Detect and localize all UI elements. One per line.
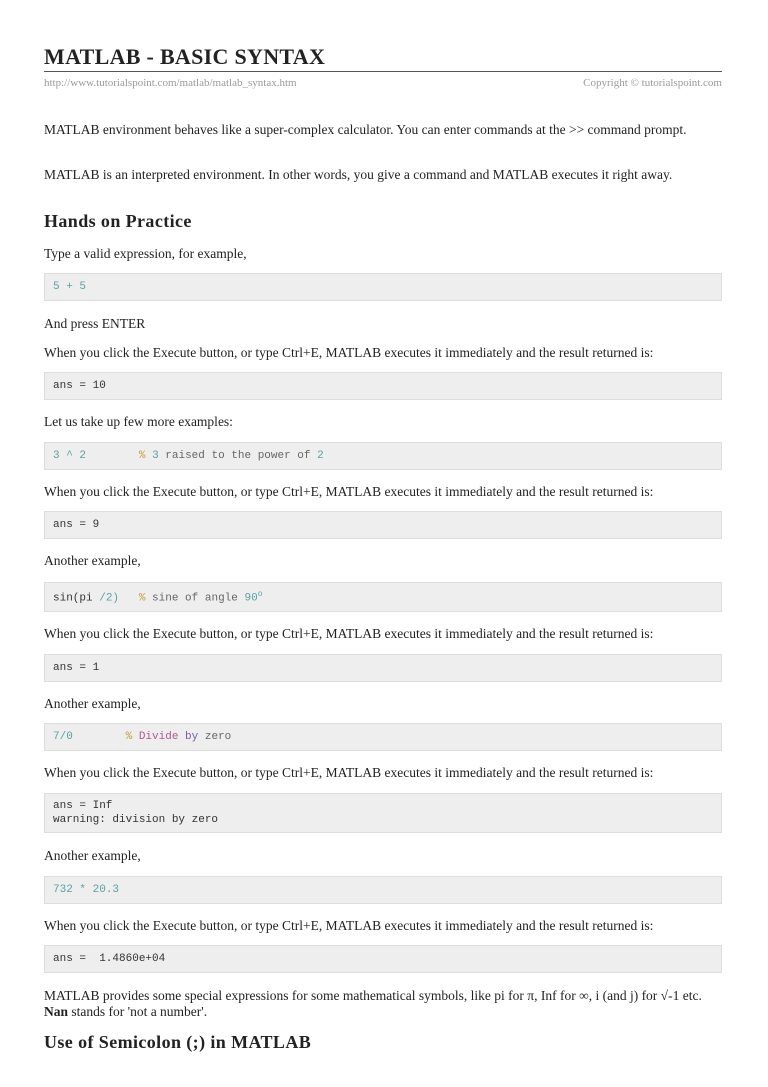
- special-expressions-text: MATLAB provides some special expressions for some mathematical symbols, like pi for π, Inf for ∞, i (and j) for √-1 etc.: [44, 988, 702, 1003]
- code-number: 2: [317, 450, 324, 462]
- code-keyword: Divide: [132, 731, 179, 743]
- code-number: 5: [53, 281, 60, 293]
- code-comment: zero: [198, 731, 232, 743]
- code-block-2: [44, 442, 722, 470]
- code-operator: *: [72, 884, 93, 896]
- paragraph-another-example-1: Another example,: [44, 553, 141, 568]
- output-line: ans = 1.4860e+04: [53, 953, 166, 965]
- output-block-3: [44, 654, 722, 682]
- output-block-1: [44, 372, 722, 400]
- section-heading-hands-on: Hands on Practice: [44, 211, 192, 231]
- code-spacing: [86, 450, 139, 462]
- paragraph-type-expression: Type a valid expression, for example,: [44, 246, 247, 261]
- paragraph-another-example-2: Another example,: [44, 696, 141, 711]
- page-title: MATLAB - BASIC SYNTAX: [44, 44, 326, 69]
- code-block-3: [44, 582, 722, 612]
- paragraph-press-enter: And press ENTER: [44, 316, 146, 331]
- code-keyword: by: [178, 731, 199, 743]
- code-operator: ^: [59, 450, 80, 462]
- code-number: 2: [79, 450, 87, 462]
- output-line: ans = 1: [53, 662, 100, 674]
- code-number: 90: [244, 592, 258, 605]
- code-comment-marker: %: [125, 731, 133, 743]
- code-number: 3: [53, 450, 60, 462]
- code-spacing: [119, 593, 139, 605]
- source-url[interactable]: http://www.tutorialspoint.com/matlab/matlab_syntax.htm: [44, 77, 297, 89]
- output-block-2: [44, 511, 722, 539]
- special-expressions-text: stands for 'not a number'.: [68, 1004, 208, 1019]
- paragraph-special-expressions: [44, 988, 720, 1020]
- output-line: warning: division by zero: [53, 814, 219, 826]
- paragraph-execute-4: When you click the Execute button, or type Ctrl+E, MATLAB executes it immediately and the result returned is:: [44, 765, 654, 780]
- paragraph-execute-5: When you click the Execute button, or type Ctrl+E, MATLAB executes it immediately and the result returned is:: [44, 918, 654, 933]
- output-line: ans = 10: [53, 380, 106, 392]
- output-block-5: [44, 945, 722, 973]
- code-comment: sine of angle: [145, 592, 245, 605]
- code-operator: +: [59, 281, 80, 293]
- paragraph-execute-2: When you click the Execute button, or type Ctrl+E, MATLAB executes it immediately and the result returned is:: [44, 484, 654, 499]
- code-number: 3: [152, 450, 159, 462]
- output-line: ans = 9: [53, 519, 100, 531]
- code-number: 7/0: [53, 731, 73, 743]
- code-block-1: [44, 273, 722, 301]
- code-comment-marker: %: [138, 450, 146, 462]
- code-comment-marker: %: [138, 592, 146, 605]
- code-spacing: [73, 731, 126, 743]
- paragraph-execute-1: When you click the Execute button, or type Ctrl+E, MATLAB executes it immediately and the result returned is:: [44, 345, 654, 360]
- code-block-5: [44, 876, 722, 904]
- code-number: 20.3: [92, 884, 120, 896]
- intro-paragraph-2: MATLAB is an interpreted environment. In other words, you give a command and MATLAB executes it right away.: [44, 167, 673, 182]
- output-line: ans = Inf: [53, 800, 113, 812]
- nan-term: Nan: [44, 1004, 69, 1019]
- paragraph-execute-3: When you click the Execute button, or type Ctrl+E, MATLAB executes it immediately and the result returned is:: [44, 626, 654, 641]
- copyright-notice: Copyright © tutorialspoint.com: [583, 77, 722, 89]
- intro-paragraph-1: MATLAB environment behaves like a super-complex calculator. You can enter commands at the >> command prompt.: [44, 122, 687, 137]
- code-number: /2): [99, 592, 120, 605]
- code-function: sin(pi: [53, 592, 100, 605]
- code-comment: raised to the power of: [158, 450, 318, 462]
- degree-symbol: o: [257, 590, 263, 600]
- code-number: 5: [79, 281, 87, 293]
- section-heading-semicolon: Use of Semicolon (;) in MATLAB: [44, 1032, 312, 1052]
- output-block-4: [44, 793, 722, 833]
- header-divider: [44, 71, 722, 72]
- code-block-4: [44, 723, 722, 751]
- paragraph-more-examples: Let us take up few more examples:: [44, 414, 233, 429]
- paragraph-another-example-3: Another example,: [44, 848, 141, 863]
- code-number: 732: [53, 884, 73, 896]
